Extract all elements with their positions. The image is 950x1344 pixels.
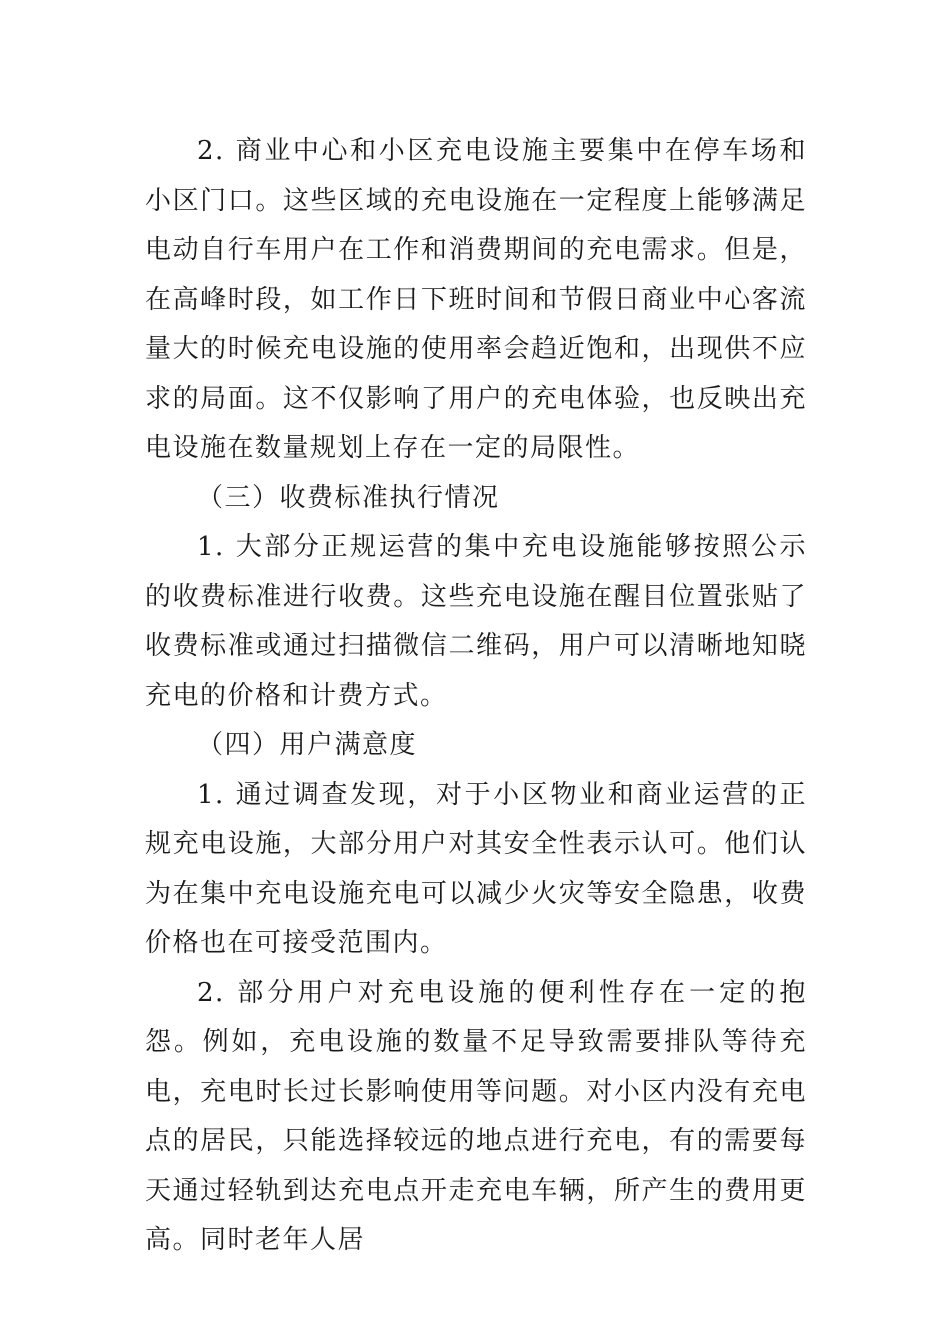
paragraph-user-satisfaction-2: 2. 部分用户对充电设施的便利性存在一定的抱怨。例如，充电设施的数量不足导致需要排队等待充电，充电时长过长影响使用等问题。对小区内没有充电点的居民，只能选择较远的地点进行充电，有的需要每天通过轻轨到达充电点开走充电车辆，所产生的费用更高。同时老年人居 bbox=[145, 977, 807, 1255]
section-heading-fee-standards: （三）收费标准执行情况 bbox=[197, 482, 500, 513]
paragraph-commercial-community-charging: 2. 商业中心和小区充电设施主要集中在停车场和小区门口。这些区域的充电设施在一定程度上能够满足电动自行车用户在工作和消费期间的充电需求。但是，在高峰时段，如工作日下班时间和节假日商业中心客流量大的时候充电设施的使用率会趋近饱和，出现供不应求的局面。这不仅影响了用户的充电体验，也反映出充电设施在数量规划上存在一定的局限性。 bbox=[145, 136, 807, 463]
paragraph-user-satisfaction-1: 1. 通过调查发现，对于小区物业和商业运营的正规充电设施，大部分用户对其安全性表示认可。他们认为在集中充电设施充电可以减少火灾等安全隐患，收费价格也在可接受范围内。 bbox=[145, 779, 807, 958]
section-heading-user-satisfaction: （四）用户满意度 bbox=[197, 730, 418, 760]
document-body bbox=[145, 127, 807, 1266]
paragraph-fee-standards-1: 1. 大部分正规运营的集中充电设施能够按照公示的收费标准进行收费。这些充电设施在醒目位置张贴了收费标准或通过扫描微信二维码，用户可以清晰地知晓充电的价格和计费方式。 bbox=[145, 532, 807, 711]
